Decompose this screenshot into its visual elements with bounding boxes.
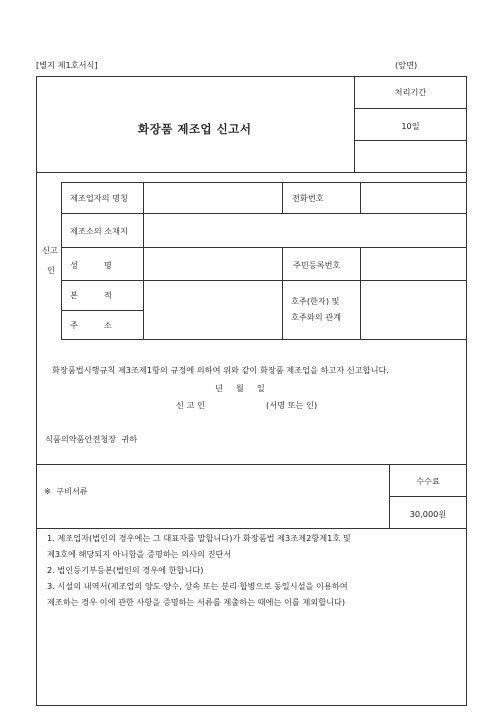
signature-label: (서명 또는 인) <box>266 400 318 410</box>
form-number: [별지 제1호서식] <box>36 60 98 70</box>
page-side-label: (앞면) <box>395 60 418 70</box>
name-label: 성 명 <box>70 260 112 270</box>
document-item-1-line-1: 1. 제조업자(법인의 경우에는 그 대표자를 말합니다)가 화장품법 제3조제2항제1호 및 <box>47 533 351 543</box>
document-item-3-line-1: 3. 시설의 내역서(제조업의 양도·양수, 상속 또는 분리·합병으로 동일시설을 이용하여 <box>47 581 348 591</box>
document-item-2: 2. 법인등기부등본(법인의 경우에 한합니다) <box>47 565 204 575</box>
factory-address-label: 제조소의 소재지 <box>70 226 128 236</box>
family-relation-label-2: 호주와의 관계 <box>291 312 342 322</box>
processing-period-label: 처리기간 <box>394 87 427 97</box>
processing-period-value: 10일 <box>401 121 420 131</box>
company-name-label: 제조업자의 명칭 <box>70 193 128 203</box>
family-relation-label-1: 호주(한자) 및 <box>291 296 340 306</box>
page-title: 화장품 제조업 신고서 <box>138 122 252 136</box>
applicant-label-1: 신고 <box>42 245 58 255</box>
applicant-label-2: 인 <box>47 265 55 275</box>
address-label: 주 소 <box>70 320 112 330</box>
resident-number-label: 주민등록번호 <box>293 260 341 270</box>
declaration-statement: 화장품법시행규칙 제3조제1항의 규정에 의하여 위와 같이 화장품 제조업을 하고자 신고합니다. <box>52 365 389 375</box>
document-item-3-line-2: 제조하는 경우 이에 관한 사항을 증명하는 서류를 제출하는 때에는 이를 제외합니다) <box>47 597 346 607</box>
registered-domicile-label: 본 적 <box>70 290 112 300</box>
phone-label: 전화번호 <box>292 193 324 203</box>
date-line: 년 월 일 <box>215 383 265 393</box>
reporter-label: 신 고 인 <box>176 400 205 410</box>
document-item-1-line-2: 제3호에 해당되지 아니함을 증명하는 의사의 진단서 <box>47 549 232 559</box>
documents-heading: ※ 구비서류 <box>44 486 88 496</box>
recipient: 식품의약품안전청장 귀하 <box>45 434 138 444</box>
fee-label: 수수료 <box>416 476 440 486</box>
fee-value: 30,000원 <box>409 509 447 519</box>
